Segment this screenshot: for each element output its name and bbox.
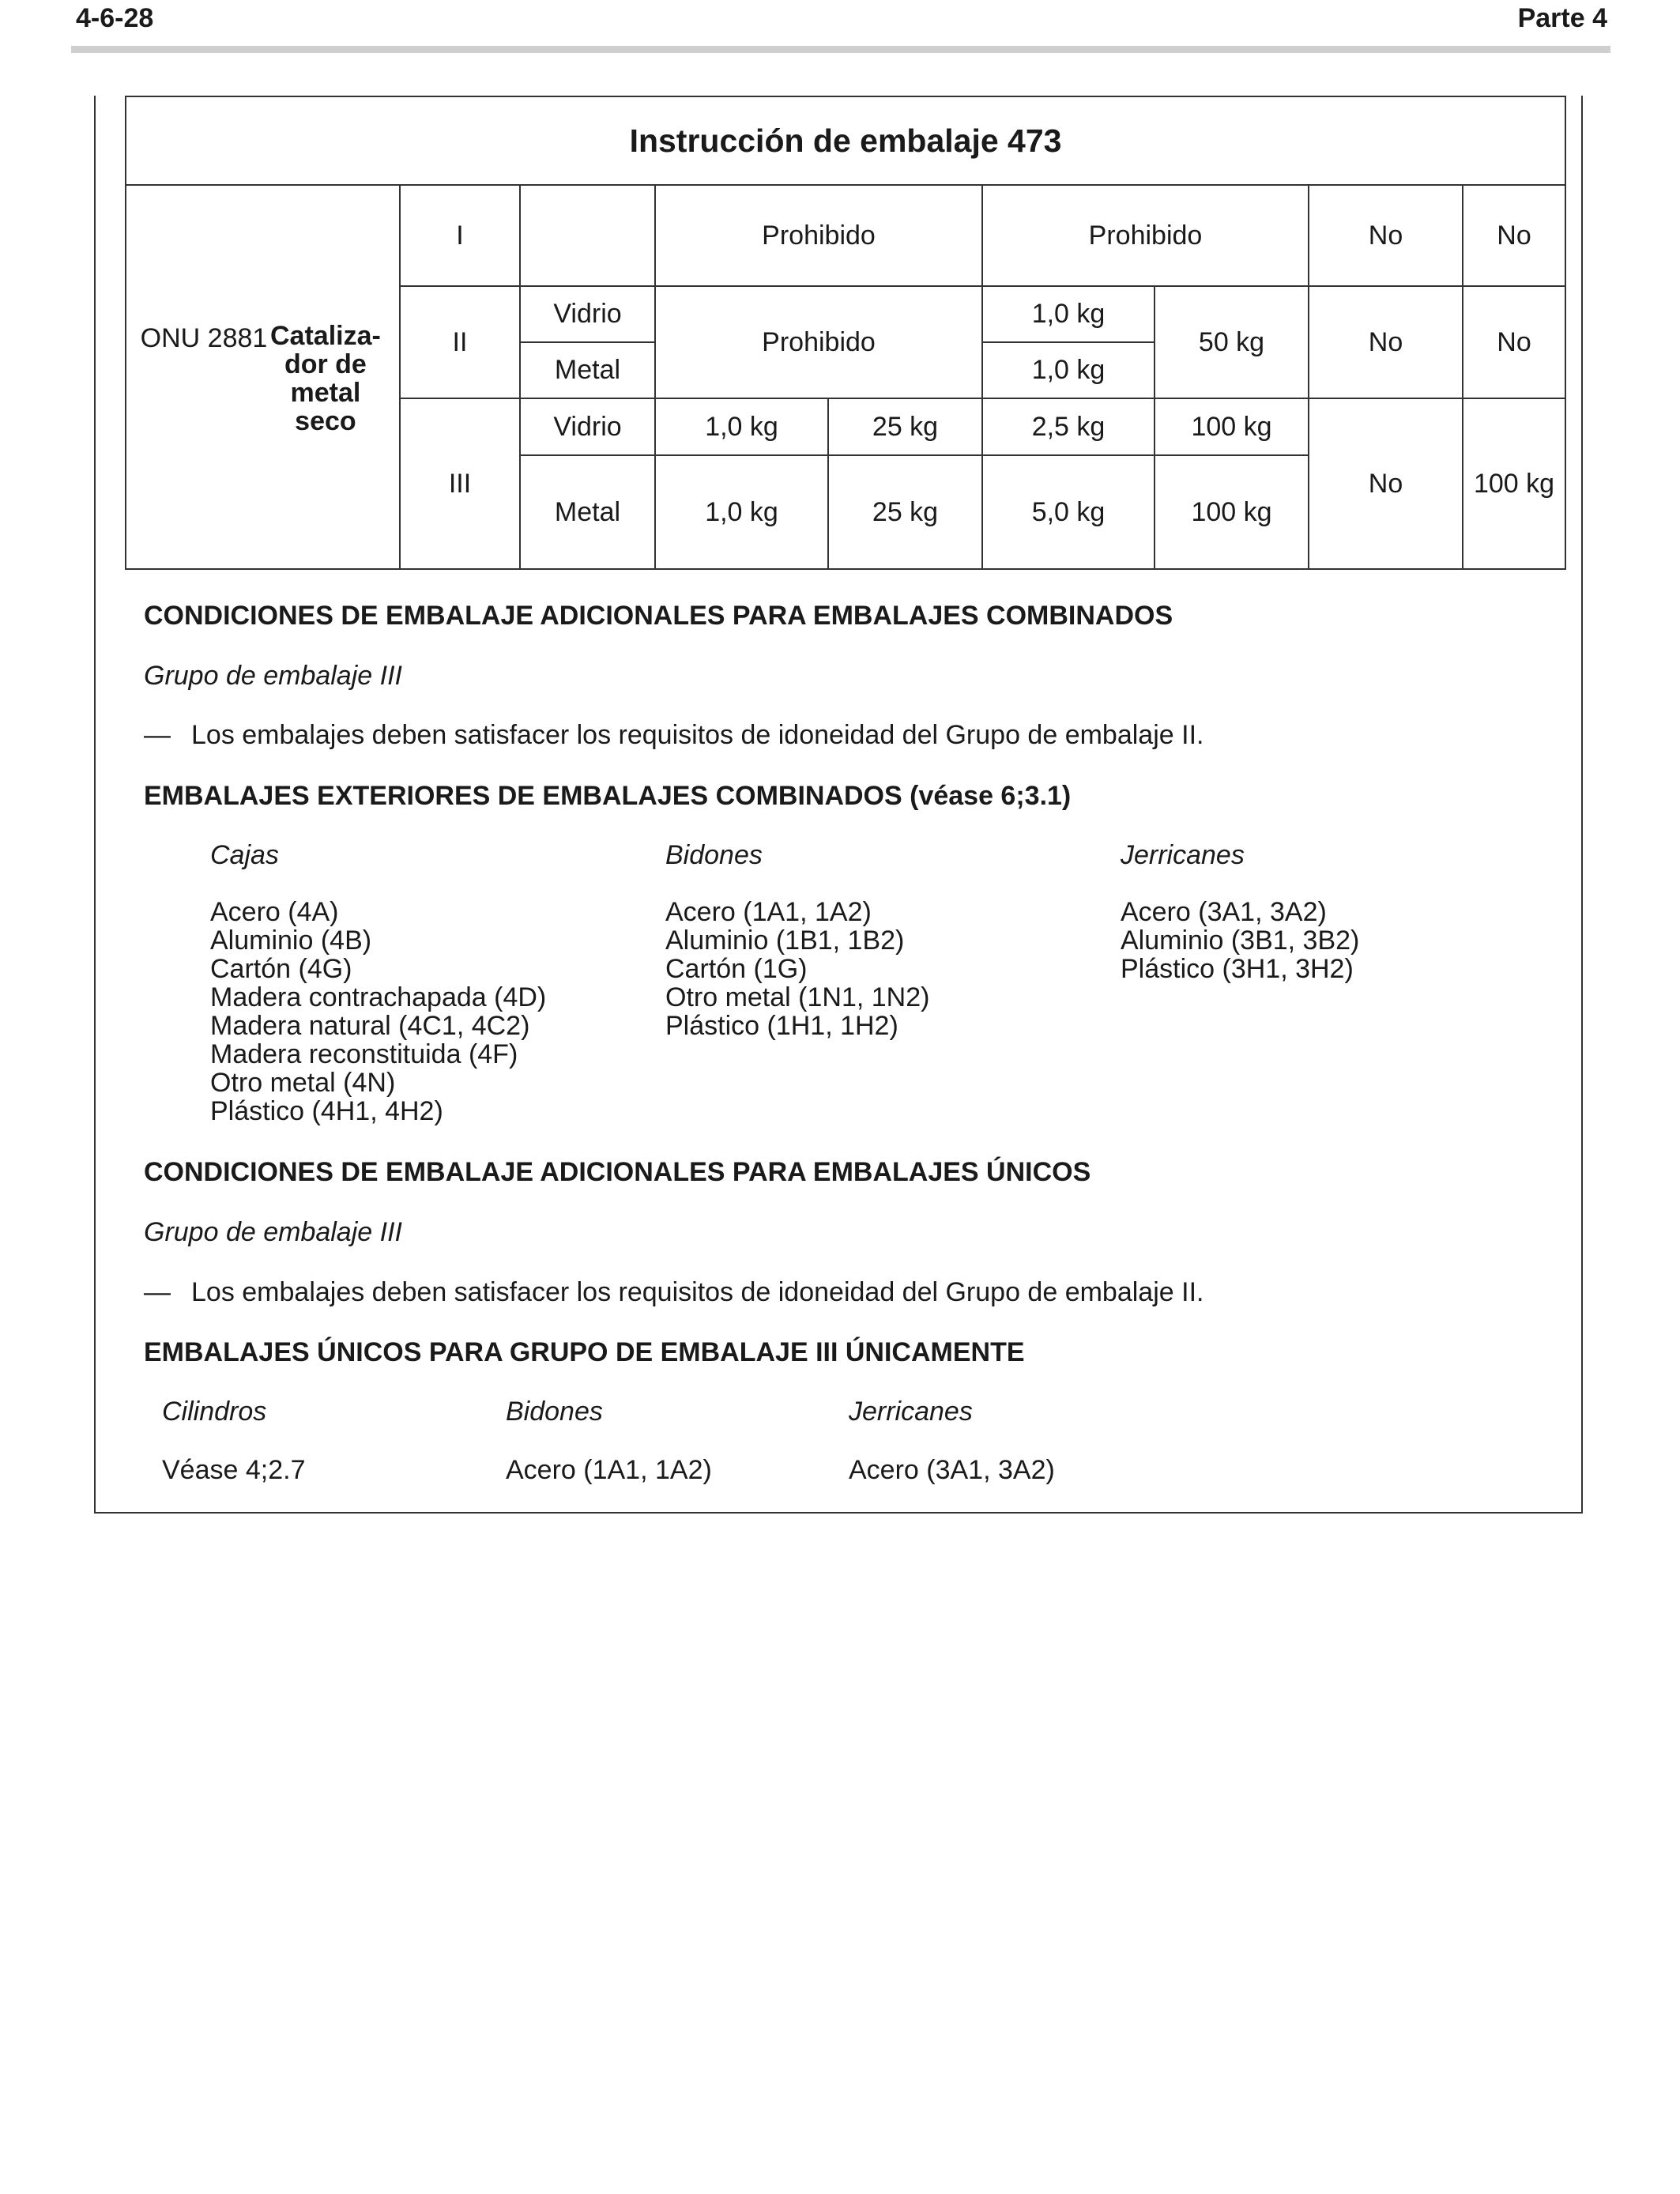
page-number: 4-6-28 <box>76 3 154 33</box>
combined-conditions-group: Grupo de embalaje III <box>144 661 402 691</box>
list-item: Madera natural (4C1, 4C2) <box>210 1011 530 1041</box>
list-item: Plástico (3H1, 3H2) <box>1121 954 1354 984</box>
single-column-jerricanes <box>849 1397 1055 1484</box>
list-item: Cartón (1G) <box>665 954 808 984</box>
single-conditions-heading: CONDICIONES DE EMBALAJE ADICIONALES PARA EMBALAJES ÚNICOS <box>144 1157 1091 1187</box>
packing-instruction-table <box>125 96 1566 570</box>
instruction-title: Instrucción de embalaje 473 <box>126 96 1565 185</box>
group-iii-metal-v2: 25 kg <box>828 455 982 569</box>
group-i-combined: Prohibido <box>655 185 982 286</box>
column-header: Cilindros <box>162 1397 267 1427</box>
group-ii-metal-inner: 1,0 kg <box>982 342 1155 398</box>
group-iii-metal-v3: 5,0 kg <box>982 455 1155 569</box>
substance-name <box>270 322 381 435</box>
packing-group-i: I <box>400 185 520 286</box>
dash-bullet: — <box>144 1277 171 1307</box>
outer-column-bidones <box>665 841 929 1040</box>
list-item: Acero (4A) <box>210 897 339 927</box>
part-label: Parte 4 <box>1517 3 1607 33</box>
group-ii-combined: Prohibido <box>655 286 982 398</box>
un-entry-cell <box>126 185 400 569</box>
substance-name-line: dor de <box>284 349 367 379</box>
dash-bullet: — <box>144 720 171 750</box>
group-i-inner: Prohibido <box>982 185 1309 286</box>
group-iii-metal-label: Metal <box>520 455 655 569</box>
group-ii-single: No <box>1309 286 1463 398</box>
outer-packagings-heading: EMBALAJES EXTERIORES DE EMBALAJES COMBINADOS (véase 6;3.1) <box>144 781 1072 811</box>
column-header: Bidones <box>665 840 763 870</box>
group-ii-total: 50 kg <box>1155 286 1309 398</box>
single-conditions-text: Los embalajes deben satisfacer los requisitos de idoneidad del Grupo de embalaje II. <box>191 1277 1204 1307</box>
header-rule <box>71 46 1610 53</box>
group-ii-glass-inner: 1,0 kg <box>982 286 1155 342</box>
group-iii-glass-v2: 25 kg <box>828 398 982 455</box>
group-iii-glass-label: Vidrio <box>520 398 655 455</box>
outer-column-jerricanes <box>1121 841 1359 983</box>
substance-name-line: Cataliza- <box>270 321 381 351</box>
list-item: Madera reconstituida (4F) <box>210 1039 518 1069</box>
group-ii-single-total: No <box>1463 286 1565 398</box>
substance-name-line: metal <box>290 378 361 408</box>
list-item: Plástico (4H1, 4H2) <box>210 1096 443 1126</box>
column-header: Bidones <box>506 1397 603 1427</box>
combined-conditions-text: Los embalajes deben satisfacer los requisitos de idoneidad del Grupo de embalaje II. <box>191 720 1204 750</box>
column-header: Jerricanes <box>1121 840 1245 870</box>
substance-name-line: seco <box>295 406 356 436</box>
group-iii-metal-v1: 1,0 kg <box>655 455 828 569</box>
group-i-single: No <box>1309 185 1463 286</box>
column-header: Cajas <box>210 840 279 870</box>
group-iii-glass-v1: 1,0 kg <box>655 398 828 455</box>
list-item: Aluminio (1B1, 1B2) <box>665 925 905 956</box>
packing-group-ii: II <box>400 286 520 398</box>
list-item: Aluminio (4B) <box>210 925 372 956</box>
combined-conditions-heading: CONDICIONES DE EMBALAJE ADICIONALES PARA EMBALAJES COMBINADOS <box>144 601 1173 631</box>
single-column-bidones <box>506 1397 712 1484</box>
single-column-cilindros <box>162 1397 305 1484</box>
list-item: Véase 4;2.7 <box>162 1455 306 1485</box>
combined-conditions-item <box>144 720 1204 751</box>
list-item: Acero (1A1, 1A2) <box>506 1455 712 1485</box>
group-iii-single-total: 100 kg <box>1463 398 1565 569</box>
un-number: ONU 2881 <box>140 323 268 353</box>
list-item: Acero (3A1, 3A2) <box>1121 897 1327 927</box>
outer-column-cajas <box>210 841 546 1125</box>
list-item: Acero (3A1, 3A2) <box>849 1455 1055 1485</box>
group-ii-glass-label: Vidrio <box>520 286 655 342</box>
packing-group-iii: III <box>400 398 520 569</box>
column-header: Jerricanes <box>849 1397 973 1427</box>
group-ii-metal-label: Metal <box>520 342 655 398</box>
single-conditions-group: Grupo de embalaje III <box>144 1217 402 1247</box>
group-iii-metal-v4: 100 kg <box>1155 455 1309 569</box>
single-packagings-heading: EMBALAJES ÚNICOS PARA GRUPO DE EMBALAJE III ÚNICAMENTE <box>144 1337 1025 1367</box>
list-item: Aluminio (3B1, 3B2) <box>1121 925 1360 956</box>
list-item: Acero (1A1, 1A2) <box>665 897 872 927</box>
empty-cell <box>520 185 655 286</box>
list-item: Cartón (4G) <box>210 954 352 984</box>
group-iii-glass-v3: 2,5 kg <box>982 398 1155 455</box>
list-item: Otro metal (4N) <box>210 1068 396 1098</box>
group-iii-glass-v4: 100 kg <box>1155 398 1309 455</box>
group-iii-single: No <box>1309 398 1463 569</box>
list-item: Plástico (1H1, 1H2) <box>665 1011 898 1041</box>
group-i-single-total: No <box>1463 185 1565 286</box>
list-item: Madera contrachapada (4D) <box>210 982 547 1012</box>
single-conditions-item <box>144 1277 1204 1308</box>
list-item: Otro metal (1N1, 1N2) <box>665 982 930 1012</box>
